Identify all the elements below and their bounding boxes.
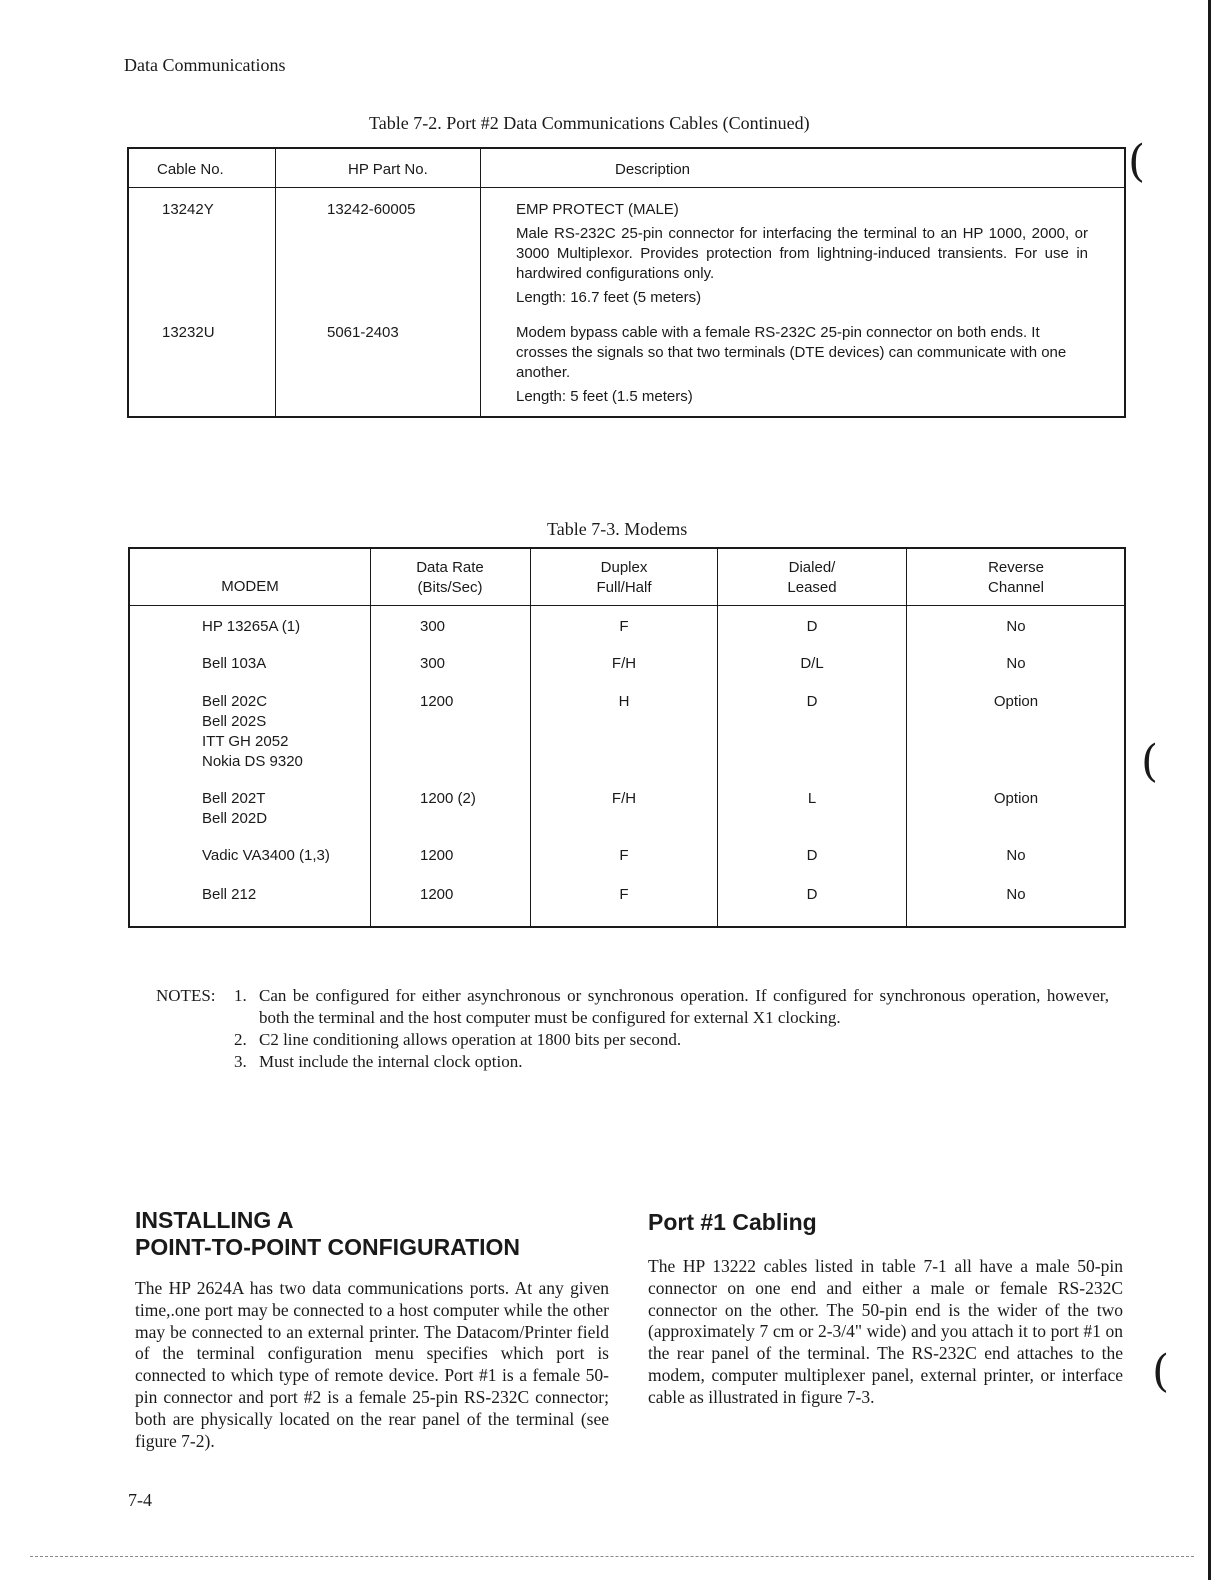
table-row-description — [516, 200, 1088, 308]
section-heading-port1-cabling: Port #1 Cabling — [648, 1209, 817, 1235]
table-row-description — [516, 323, 1088, 407]
table-row-part-no: 13242-60005 — [327, 201, 416, 218]
notes-label: NOTES: — [156, 986, 216, 1005]
binding-mark-icon: ( — [1141, 736, 1159, 787]
header-duplex: Duplex Full/Half — [596, 559, 652, 596]
header-reverse-channel: Reverse Channel — [988, 559, 1044, 596]
header-dialed-leased: Dialed/ Leased — [787, 559, 837, 596]
table-row-part-no: 5061-2403 — [327, 324, 399, 341]
table-7-2-caption: Table 7-2. Port #2 Data Communications Cables (Continued) — [369, 113, 810, 133]
header-description: Description — [615, 161, 691, 178]
cables-table — [127, 147, 1126, 418]
header-data-rate: Data Rate (Bits/Sec) — [416, 559, 484, 596]
description-length: Length: 16.7 feet (5 meters) — [516, 289, 702, 306]
table-row-cable-no: 13242Y — [162, 201, 214, 218]
header-modem: MODEM — [221, 578, 279, 595]
description-text: Modem bypass cable with a female RS-232C 25-pin connector on both ends. It crosses the signals so that two terminals (DTE devices) can communicate with one another. — [516, 324, 1067, 381]
modems-table: MODEM Data Rate (Bits/Sec) Duplex Full/Half Dialed/ Leased Reverse Channel HP 13265A (1) 300 F D No Bell 103A 300 F/H D/L No Bell 202C Bell 202S ITT GH 2052 Nokia DS 9320 1200 H D Option Bell 202T Bell 202D 1200 (2) F/H L Option Vadic VA3400 (1,3) 1200 F D No Bell 212 1200 F D No — [128, 547, 1126, 928]
table-7-3-caption: Table 7-3. Modems — [547, 519, 688, 539]
header-cable-no: Cable No. — [157, 161, 224, 178]
bottom-rule — [30, 1556, 1194, 1557]
header-hp-part-no: HP Part No. — [348, 161, 428, 178]
running-head: Data Communications — [124, 55, 286, 75]
section-heading-installing: INSTALLING A POINT-TO-POINT CONFIGURATION — [135, 1207, 521, 1260]
section-body-port1-cabling: The HP 13222 cables listed in table 7-1 all have a male 50-pin connector on one end and either a male or female RS-232C connector on the other. The 50-pin end is the wider of the two (approximately 7 cm or 2-3/4" wide) and you attach it to port #1 on the rear panel of the terminal. The RS-232C end attaches to the modem, computer multiplexer panel, external printer, or interface cable as illustrated in figure 7-3. — [648, 1256, 1123, 1407]
description-text: Male RS-232C 25-pin connector for interfacing the terminal to an HP 1000, 2000, or 3000 Multiplexor. Provides protection from lightning-induced transients. For use in hardwired configurations only. — [516, 225, 1088, 282]
page-edge-line — [1208, 0, 1211, 1580]
section-body-installing: The HP 2624A has two data communications ports. At any given time,.one port may be connected to a host computer while the other may be connected to an external printer. The Datacom/Printer field of the terminal configuration menu specifies which port is connected to which type of remote device. Port #1 is a female 50-pin connector and port #2 is a female 25-pin RS-232C connector; both are physically located on the rear panel of the terminal (see figure 7-2). — [135, 1278, 609, 1451]
table-row-cable-no: 13232U — [162, 324, 215, 341]
description-title: EMP PROTECT (MALE) — [516, 201, 679, 218]
description-length: Length: 5 feet (1.5 meters) — [516, 388, 693, 405]
binding-mark-icon: ( — [1152, 1346, 1170, 1397]
page-number: 7-4 — [128, 1490, 152, 1510]
binding-mark-icon: ( — [1128, 136, 1146, 187]
